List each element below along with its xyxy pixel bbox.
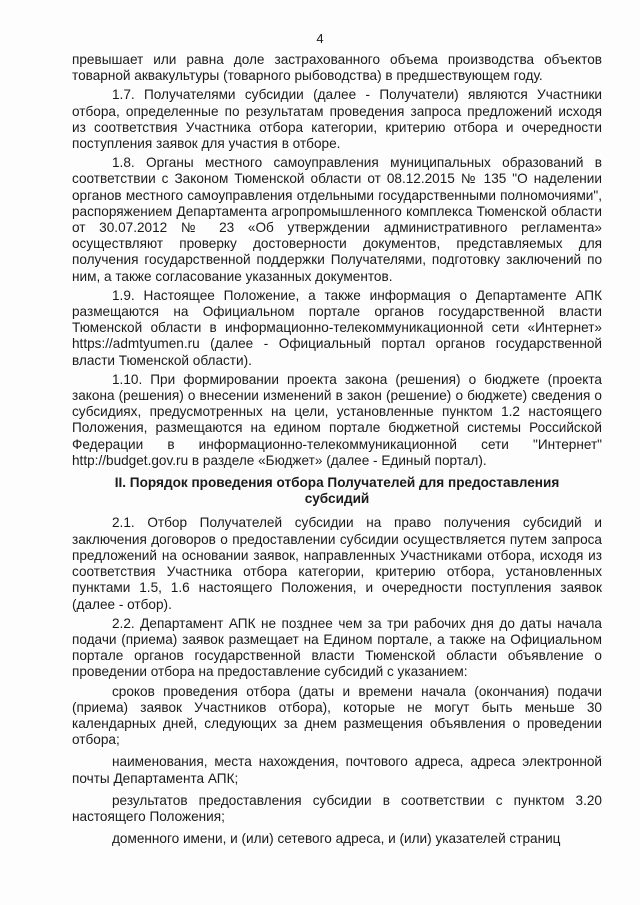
list-item: результатов предоставления субсидии в соответствии с пунктом 3.20 настоящего Положения; (72, 792, 602, 824)
paragraph-1-9: 1.9. Настоящее Положение, а также информация о Департаменте АПК размещаются на Официальном портале органов государственной власти Тюменской области в информационно-телекоммуникационной сети «Интернет» https://admtyumen.ru (далее - Официальный портал органов государственной власти Тюменской области). (72, 287, 602, 368)
paragraph-1-10: 1.10. При формировании проекта закона (решения) о бюджете (проекта закона (решения) о внесении изменений в закон (решение) о бюджете) сведения о субсидиях, предусмотренных на цели, установленные пунктом 1.2 настоящего Положения, размещаются на едином портале бюджетной системы Российской Федерации в информационно-телекоммуникационной сети "Интернет" http://budget.gov.ru в разделе «Бюджет» (далее - Единый портал). (72, 371, 602, 468)
page-number: 4 (316, 31, 324, 46)
list-item: сроков проведения отбора (даты и времени начала (окончания) подачи (приема) заявок Участников отбора), которые не могут быть меньше 30 календарных дней, следующих за днем размещения объявления о проведении отбора; (72, 683, 602, 748)
paragraph-1-8: 1.8. Органы местного самоуправления муниципальных образований в соответствии с Законом Тюменской области от 08.12.2015 № 135 "О наделении органов местного самоуправления отдельными государственными полномочиями", распоряжением Департамента агропромышленного комплекса Тюменской области от 30.07.2012 № 23 «Об утверждении административного регламента» осуществляют проверку достоверности документов, представляемых для получения государственной поддержки Получателями, подготовку заключений по ним, а также согласование указанных документов. (72, 155, 602, 284)
paragraph-1-7: 1.7. Получателями субсидии (далее - Получатели) являются Участники отбора, определенные по результатам проведения запроса предложений исходя из соответствия Участника отбора категории, критерию отбора и очередности поступления заявок для участия в отборе. (72, 87, 602, 152)
document-body (72, 52, 602, 853)
paragraph-2-2: 2.2. Департамент АПК не позднее чем за три рабочих дня до даты начала подачи (приема) заявок размещает на Едином портале, а также на Официальном портале органов государственной власти Тюменской области объявление о проведении отбора на предоставление субсидий с указанием: (72, 615, 602, 680)
section-heading: II. Порядок проведения отбора Получателей для предоставления субсидий (114, 475, 560, 507)
paragraph-continuation: превышает или равна доле застрахованного объема производства объектов товарной аквакультуры (товарного рыбоводства) в предшествующем году. (72, 52, 602, 84)
list-item: наименования, места нахождения, почтового адреса, адреса электронной почты Департамента АПК; (72, 754, 602, 786)
list-item: доменного имени, и (или) сетевого адреса, и (или) указателей страниц (112, 831, 561, 847)
paragraph-2-1: 2.1. Отбор Получателей субсидии на право получения субсидий и заключения договоров о предоставлении субсидии осуществляется путем запроса предложений на основании заявок, направленных Участниками отбора, исходя из соответствия Участника отбора категории, критерию отбора, установленных пунктами 1.5, 1.6 настоящего Положения, и очередности поступления заявок (далее - отбор). (72, 515, 602, 612)
